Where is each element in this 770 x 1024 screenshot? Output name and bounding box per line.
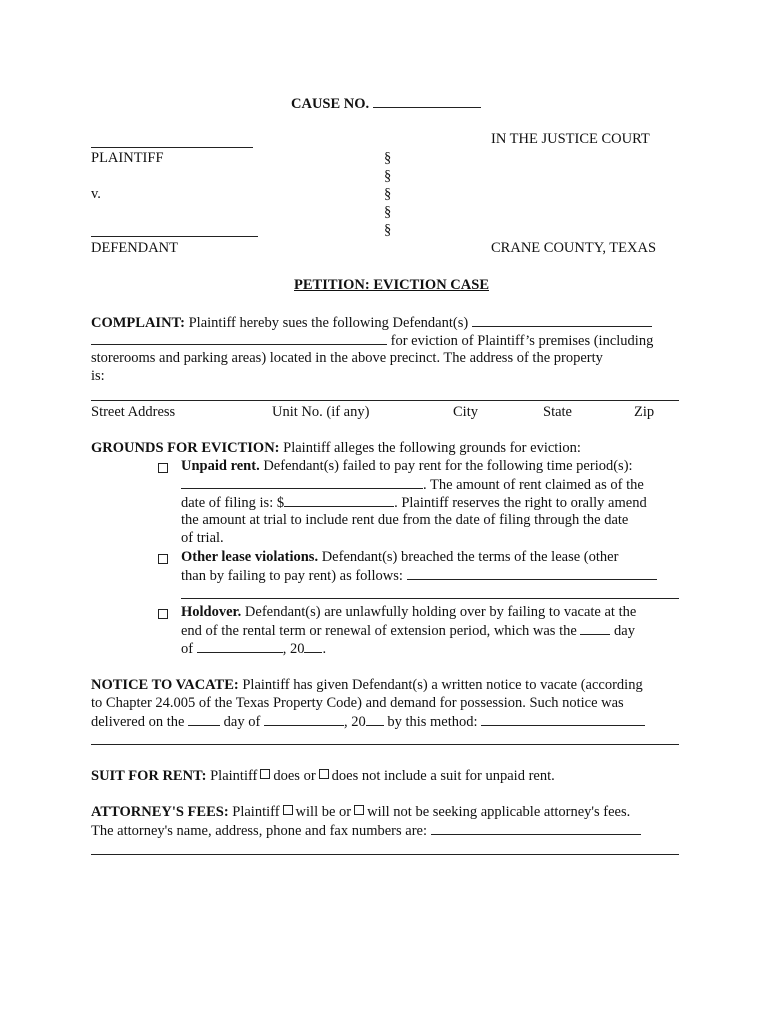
property-address-line[interactable] bbox=[91, 400, 679, 401]
state-label: State bbox=[543, 404, 572, 420]
complaint-line-1 bbox=[91, 313, 679, 332]
notice-text: , 20 bbox=[343, 714, 366, 730]
notice-day-blank[interactable] bbox=[188, 712, 220, 726]
versus-label: v. bbox=[91, 186, 101, 202]
other-violations-line-2 bbox=[181, 566, 679, 585]
holdover-line-2 bbox=[181, 621, 679, 640]
holdover-month-blank[interactable] bbox=[197, 639, 283, 653]
unpaid-rent-text: date of filing is: $ bbox=[181, 495, 285, 511]
section-sign: § bbox=[384, 204, 392, 220]
city-label: City bbox=[453, 404, 478, 420]
holdover-line-3 bbox=[181, 639, 326, 658]
other-violations-title: Other lease violations. bbox=[181, 549, 319, 565]
notice-line-1 bbox=[91, 676, 643, 694]
unpaid-rent-text: . The amount of rent claimed as of the bbox=[423, 477, 644, 493]
rent-period-blank[interactable] bbox=[181, 475, 423, 489]
notice-method-line[interactable] bbox=[91, 744, 679, 745]
complaint-text: for eviction of Plaintiff’s premises (including bbox=[390, 333, 654, 349]
suit-text: Plaintiff bbox=[210, 768, 258, 784]
section-sign: § bbox=[384, 168, 392, 184]
complaint-line-4: is: bbox=[91, 368, 105, 384]
unpaid-rent-line-5: of trial. bbox=[181, 530, 224, 546]
other-violations-checkbox[interactable] bbox=[158, 554, 168, 564]
unpaid-rent-text: Defendant(s) failed to pay rent for the following time period(s): bbox=[263, 458, 633, 474]
holdover-text: . bbox=[322, 641, 327, 657]
complaint-text: Plaintiff hereby sues the following Defendant(s) bbox=[188, 315, 469, 331]
defendant-label: DEFENDANT bbox=[91, 240, 178, 256]
court-name: IN THE JUSTICE COURT bbox=[491, 131, 650, 147]
violations-description-blank[interactable] bbox=[407, 566, 657, 580]
other-violations-text: than by failing to pay rent) as follows: bbox=[181, 568, 403, 584]
holdover-text: Defendant(s) are unlawfully holding over by failing to vacate at the bbox=[244, 604, 637, 620]
unpaid-rent-line-4: the amount at trial to include rent due from the date of filing through the date bbox=[181, 512, 629, 528]
section-sign: § bbox=[384, 222, 392, 238]
plaintiff-name-line[interactable] bbox=[91, 147, 253, 148]
unpaid-rent-line-2 bbox=[181, 475, 679, 494]
holdover-day-blank[interactable] bbox=[580, 621, 610, 635]
plaintiff-label: PLAINTIFF bbox=[91, 150, 164, 166]
holdover-text: end of the rental term or renewal of extension period, which was the bbox=[181, 623, 577, 639]
grounds-text: Plaintiff alleges the following grounds for eviction: bbox=[283, 440, 581, 456]
fees-text: will not be seeking applicable attorney's fees. bbox=[367, 804, 631, 820]
unpaid-rent-checkbox[interactable] bbox=[158, 463, 168, 473]
violations-description-line[interactable] bbox=[181, 598, 679, 599]
attorney-fees-line-1 bbox=[91, 803, 630, 821]
section-sign: § bbox=[384, 150, 392, 166]
fees-heading: ATTORNEY'S FEES: bbox=[91, 804, 229, 820]
suit-text: does not include a suit for unpaid rent. bbox=[331, 768, 555, 784]
cause-number bbox=[291, 94, 481, 113]
fees-text: The attorney's name, address, phone and fax numbers are: bbox=[91, 823, 427, 839]
holdover-checkbox[interactable] bbox=[158, 609, 168, 619]
rent-amount-blank[interactable] bbox=[284, 493, 394, 507]
notice-month-blank[interactable] bbox=[264, 712, 344, 726]
section-sign: § bbox=[384, 186, 392, 202]
unpaid-rent-text: . Plaintiff reserves the right to orally amend bbox=[394, 495, 647, 511]
unpaid-rent-title: Unpaid rent. bbox=[181, 458, 260, 474]
fees-will-not-checkbox[interactable] bbox=[354, 805, 364, 815]
unpaid-rent-line-1 bbox=[181, 457, 633, 475]
notice-text: delivered on the bbox=[91, 714, 185, 730]
notice-year-blank[interactable] bbox=[366, 712, 384, 726]
county-label: CRANE COUNTY, TEXAS bbox=[491, 240, 657, 256]
suit-for-rent bbox=[91, 767, 555, 785]
suit-does-checkbox[interactable] bbox=[260, 769, 270, 779]
defendant-names-blank[interactable] bbox=[472, 313, 652, 327]
unpaid-rent-line-3 bbox=[181, 493, 679, 512]
document-title: PETITION: EVICTION CASE bbox=[294, 277, 489, 293]
notice-line-3 bbox=[91, 712, 679, 731]
attorney-info-line[interactable] bbox=[91, 854, 679, 855]
holdover-year-blank[interactable] bbox=[304, 639, 322, 653]
defendant-names-blank-2[interactable] bbox=[91, 331, 387, 345]
holdover-text: of bbox=[181, 641, 194, 657]
other-violations-line-1 bbox=[181, 548, 618, 566]
street-address-label: Street Address bbox=[91, 404, 176, 420]
holdover-title: Holdover. bbox=[181, 604, 242, 620]
cause-number-blank[interactable] bbox=[373, 94, 481, 108]
grounds-intro bbox=[91, 439, 581, 457]
defendant-name-line[interactable] bbox=[91, 236, 258, 237]
fees-text: Plaintiff bbox=[232, 804, 280, 820]
notice-text: day of bbox=[223, 714, 261, 730]
notice-heading: NOTICE TO VACATE: bbox=[91, 677, 239, 693]
cause-number-label: CAUSE NO. bbox=[291, 96, 370, 112]
notice-text: by this method: bbox=[387, 714, 478, 730]
notice-line-2: to Chapter 24.005 of the Texas Property Code) and demand for possession. Such notice was bbox=[91, 695, 624, 711]
holdover-line-1 bbox=[181, 603, 636, 621]
suit-text: does or bbox=[273, 768, 316, 784]
attorney-info-blank[interactable] bbox=[431, 821, 641, 835]
fees-text: will be or bbox=[295, 804, 352, 820]
complaint-line-3: storerooms and parking areas) located in the above precinct. The address of the property bbox=[91, 350, 603, 366]
holdover-text: , 20 bbox=[282, 641, 305, 657]
zip-label: Zip bbox=[634, 404, 655, 420]
unit-number-label: Unit No. (if any) bbox=[272, 404, 370, 420]
notice-method-blank[interactable] bbox=[481, 712, 645, 726]
fees-will-checkbox[interactable] bbox=[283, 805, 293, 815]
complaint-heading: COMPLAINT: bbox=[91, 315, 185, 331]
suit-heading: SUIT FOR RENT: bbox=[91, 768, 207, 784]
attorney-fees-line-2 bbox=[91, 821, 679, 840]
grounds-heading: GROUNDS FOR EVICTION: bbox=[91, 440, 280, 456]
notice-text: Plaintiff has given Defendant(s) a written notice to vacate (according bbox=[242, 677, 643, 693]
complaint-line-2 bbox=[91, 331, 679, 350]
holdover-text: day bbox=[614, 623, 635, 639]
other-violations-text: Defendant(s) breached the terms of the lease (other bbox=[321, 549, 619, 565]
suit-does-not-checkbox[interactable] bbox=[319, 769, 329, 779]
